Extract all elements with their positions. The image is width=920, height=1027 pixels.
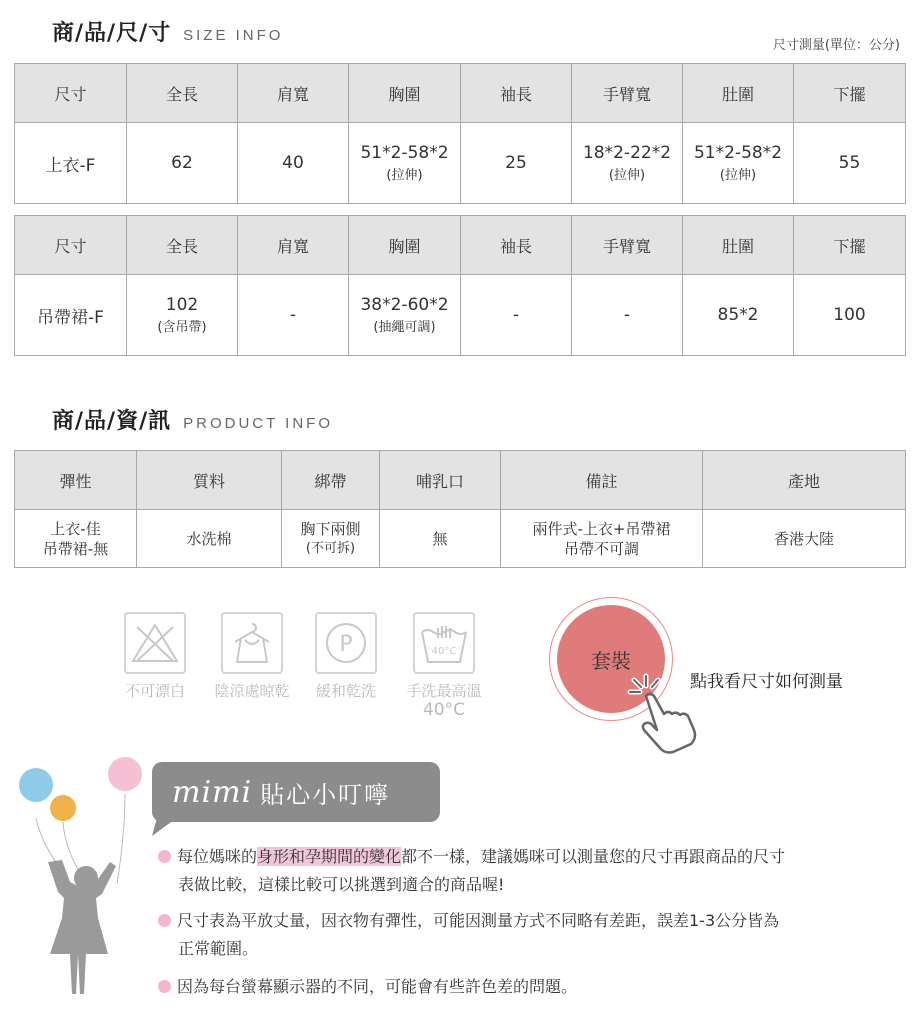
bullet-dot-icon — [158, 980, 171, 993]
cell-value: - — [512, 305, 520, 325]
header-arm: 手臂寬 — [572, 216, 683, 275]
cell-note: (拉伸) — [386, 168, 423, 183]
tip-item-2 — [158, 907, 888, 963]
cell-value: 吊帶裙-F — [37, 307, 104, 328]
header-arm: 手臂寬 — [572, 64, 683, 123]
product-info-title-en: PRODUCT INFO — [183, 415, 334, 432]
table-cell — [461, 123, 572, 204]
cell-value: 85*2 — [717, 305, 759, 325]
cell-value: 62 — [171, 153, 193, 173]
cell-value: 38*2-60*2 — [360, 295, 449, 315]
pink-balloon — [108, 757, 142, 791]
header-sleeve: 袖長 — [461, 64, 572, 123]
header-size: 尺寸 — [15, 216, 127, 275]
header-length: 全長 — [127, 64, 238, 123]
cell-note: (拉伸) — [608, 168, 646, 183]
table-cell — [572, 275, 683, 356]
cell-line: 上衣-佳 — [50, 519, 101, 538]
care-gentle-dryclean — [308, 612, 384, 701]
tip-item-3 — [158, 973, 888, 1001]
care-label: 陰涼處晾乾 — [214, 682, 290, 700]
product-info-title-zh: 商/品/資/訊 — [52, 409, 172, 434]
bullet-dot-icon — [158, 914, 171, 927]
size-info-title — [52, 16, 283, 47]
measure-guide-link[interactable]: 點我看尺寸如何測量 — [690, 672, 843, 692]
care-shade-dry — [205, 612, 299, 701]
table-cell — [349, 275, 461, 356]
shade-dry-icon — [221, 612, 283, 674]
cell-line: 香港大陸 — [773, 529, 834, 548]
cell-value: 25 — [505, 153, 527, 173]
care-label-temp: 40°C — [422, 700, 465, 720]
care-hand-wash — [398, 612, 490, 719]
header-origin: 產地 — [703, 451, 906, 510]
cell-line: 吊帶裙-無 — [42, 539, 109, 558]
product-info-table — [14, 450, 906, 568]
bubble-tail — [152, 814, 192, 838]
cell-value: 51*2-58*2 — [693, 143, 783, 163]
no-bleach-icon — [124, 612, 186, 674]
cell-value: - — [289, 305, 297, 325]
table-cell — [380, 510, 501, 568]
set-button-label: 套裝 — [591, 648, 631, 673]
tip-text-cont: 表做比較，這樣比較可以挑選到適合的商品喔! — [178, 875, 505, 894]
size-info-title-zh: 商/品/尺/寸 — [52, 21, 172, 46]
cell-value: 18*2-22*2 — [582, 143, 672, 163]
table-cell — [794, 275, 906, 356]
header-hem: 下擺 — [794, 64, 906, 123]
table-cell — [15, 275, 127, 356]
cell-note: (拉伸) — [719, 168, 757, 183]
cell-note: (含吊帶) — [157, 320, 207, 335]
size-info-title-en: SIZE INFO — [183, 27, 284, 44]
header-waist: 肚圍 — [683, 216, 794, 275]
table-cell — [349, 123, 461, 204]
header-bust: 胸圍 — [349, 64, 461, 123]
table-cell — [127, 275, 238, 356]
orange-balloon — [50, 795, 76, 821]
cell-note: (抽繩可調) — [373, 320, 436, 335]
table-cell — [703, 510, 906, 568]
tip-text: 尺寸表為平放丈量，因衣物有彈性，可能因測量方式不同略有差距，誤差1-3公分皆為 — [177, 911, 780, 930]
cell-value: 55 — [838, 153, 861, 173]
cell-value: 102 — [165, 295, 199, 315]
gentle-dryclean-icon — [315, 612, 377, 674]
tip-item-1 — [158, 843, 888, 899]
cell-value: 40 — [282, 153, 304, 173]
header-shoulder: 肩寬 — [238, 64, 349, 123]
cell-value: 上衣-F — [45, 155, 96, 176]
hand-wash-icon — [413, 612, 475, 674]
table-cell — [15, 510, 137, 568]
care-label: 緩和乾洗 — [315, 682, 376, 700]
header-size: 尺寸 — [15, 64, 127, 123]
tip-highlight: 身形和孕期間的變化 — [257, 847, 402, 866]
bullet-dot-icon — [158, 850, 171, 863]
header-length: 全長 — [127, 216, 238, 275]
table-cell — [127, 123, 238, 204]
cell-line: (不可拆) — [305, 540, 356, 556]
header-nursing-opening: 哺乳口 — [380, 451, 501, 510]
cell-value: 51*2-58*2 — [360, 143, 449, 163]
table-cell — [282, 510, 380, 568]
blue-balloon — [19, 768, 53, 802]
skirt-size-table — [14, 215, 906, 356]
table-cell — [238, 275, 349, 356]
table-cell — [461, 275, 572, 356]
mimi-tips-banner — [152, 762, 440, 822]
header-waist: 肚圍 — [683, 64, 794, 123]
svg-text:P: P — [339, 632, 353, 657]
tip-text: 都不一樣，建議媽咪可以測量您的尺寸再跟商品的尺寸 — [401, 847, 786, 866]
care-label: 手洗最高溫 — [406, 682, 482, 700]
header-hem: 下擺 — [794, 216, 906, 275]
tip-text: 因為每台螢幕顯示器的不同，可能會有些許色差的問題。 — [177, 977, 578, 996]
table-cell — [238, 123, 349, 204]
care-label: 不可漂白 — [124, 682, 185, 700]
table-cell — [501, 510, 703, 568]
tip-text: 每位媽咪的 — [177, 847, 258, 866]
header-sleeve: 袖長 — [461, 216, 572, 275]
girl-balloons-illustration — [14, 750, 164, 1027]
table-cell — [572, 123, 683, 204]
header-shoulder: 肩寬 — [238, 216, 349, 275]
care-no-bleach — [118, 612, 192, 701]
header-material: 質料 — [137, 451, 282, 510]
cell-line: 水洗棉 — [186, 529, 232, 548]
header-bust: 胸圍 — [349, 216, 461, 275]
cell-line: 無 — [432, 529, 448, 548]
table-cell — [683, 123, 794, 204]
header-tie: 綁帶 — [282, 451, 380, 510]
table-cell — [137, 510, 282, 568]
cell-value: - — [623, 305, 631, 325]
table-cell — [794, 123, 906, 204]
unit-note: 尺寸測量(單位：公分) — [772, 38, 900, 53]
table-cell — [15, 123, 127, 204]
header-elasticity: 彈性 — [15, 451, 137, 510]
cell-line: 兩件式-上衣+吊帶裙 — [532, 519, 671, 538]
hand-wash-temp: 40°C — [431, 646, 457, 657]
top-size-table — [14, 63, 906, 204]
mimi-brand: mimi — [172, 774, 253, 810]
cell-line: 胸下兩側 — [300, 519, 361, 538]
header-remarks: 備註 — [501, 451, 703, 510]
cell-value: 100 — [833, 305, 866, 325]
cell-line: 吊帶不可調 — [563, 539, 639, 558]
table-cell — [683, 275, 794, 356]
mimi-tagline: 貼心小叮嚀 — [260, 780, 391, 809]
tip-text-cont: 正常範圍。 — [178, 939, 259, 958]
product-info-title — [52, 404, 333, 435]
